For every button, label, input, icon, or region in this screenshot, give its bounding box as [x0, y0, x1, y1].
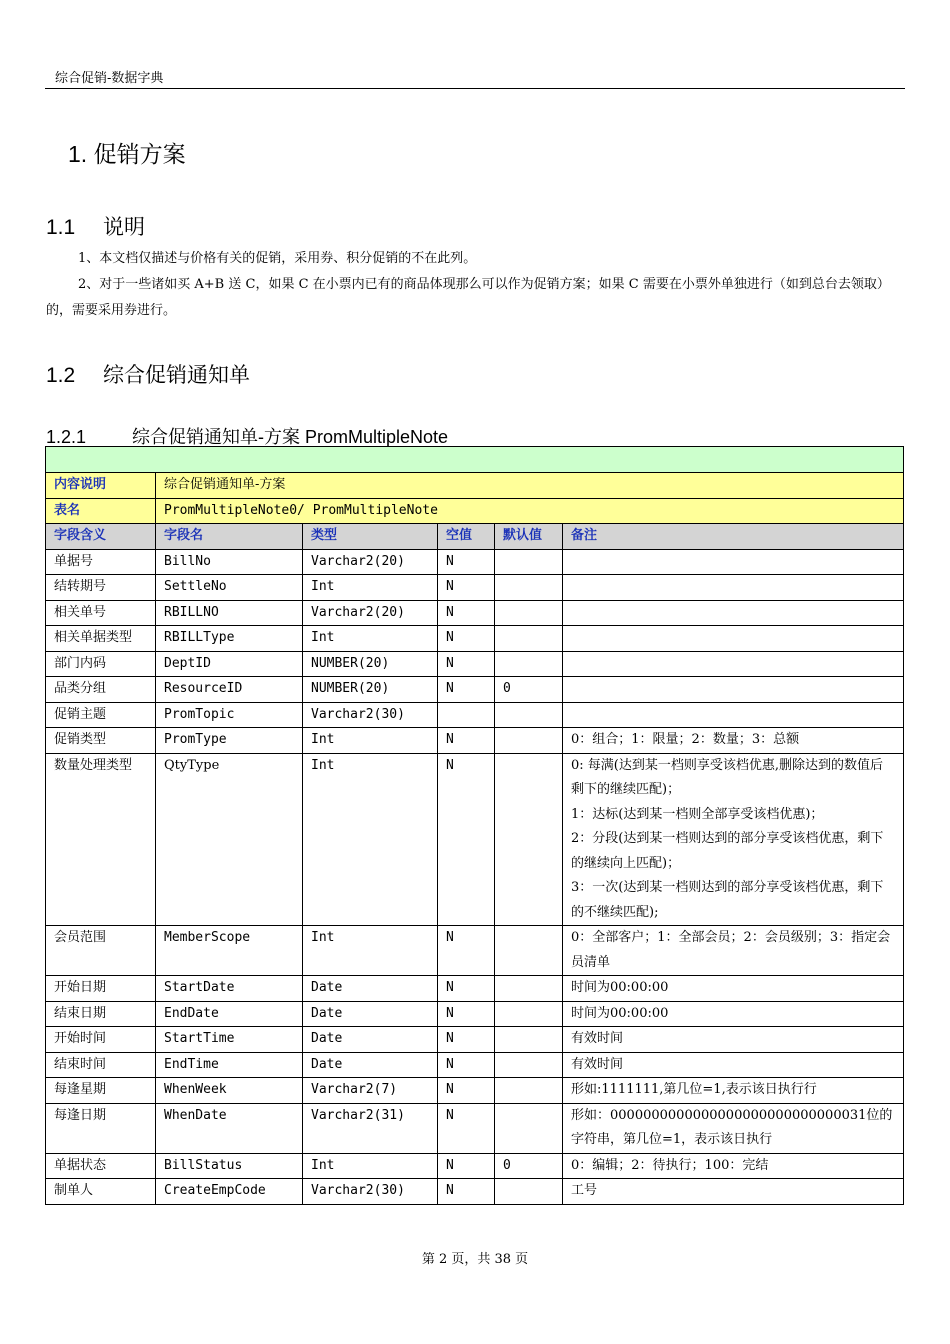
- field-default-cell: [495, 1078, 563, 1104]
- field-name-cell: BillStatus: [156, 1153, 303, 1179]
- field-meaning-cell: 数量处理类型: [46, 753, 156, 926]
- field-default-cell: [495, 1103, 563, 1153]
- table-row: [46, 1027, 904, 1053]
- field-nullable-cell: N: [438, 1001, 495, 1027]
- field-default-cell: [495, 549, 563, 575]
- field-name-cell: MemberScope: [156, 926, 303, 976]
- field-nullable-cell: N: [438, 976, 495, 1002]
- data-dictionary-table: [45, 446, 904, 1205]
- table-row: [46, 1179, 904, 1205]
- field-nullable-cell: [438, 702, 495, 728]
- field-remark-cell: 时间为00:00:00: [563, 1001, 904, 1027]
- field-default-cell: 0: [495, 677, 563, 703]
- field-type-cell: Int: [303, 728, 438, 754]
- table-row: [46, 575, 904, 601]
- field-remark-cell: 时间为00:00:00: [563, 976, 904, 1002]
- field-default-cell: [495, 626, 563, 652]
- field-meaning-cell: 结束时间: [46, 1052, 156, 1078]
- field-remark-cell: [563, 702, 904, 728]
- field-meaning-cell: 结束日期: [46, 1001, 156, 1027]
- field-type-cell: Date: [303, 1001, 438, 1027]
- field-type-cell: Varchar2(20): [303, 600, 438, 626]
- column-header: 空值: [438, 524, 495, 550]
- field-remark-cell: [563, 626, 904, 652]
- column-header: 默认值: [495, 524, 563, 550]
- column-header-row: [46, 524, 904, 550]
- field-meaning-cell: 开始日期: [46, 976, 156, 1002]
- table-row: [46, 1153, 904, 1179]
- field-default-cell: [495, 702, 563, 728]
- field-meaning-cell: 每逢日期: [46, 1103, 156, 1153]
- table-row: [46, 976, 904, 1002]
- content-value: 综合促销通知单-方案: [156, 473, 904, 499]
- table-row: [46, 728, 904, 754]
- field-meaning-cell: 促销类型: [46, 728, 156, 754]
- field-name-cell: QtyType: [156, 753, 303, 926]
- field-name-cell: EndTime: [156, 1052, 303, 1078]
- field-type-cell: Varchar2(30): [303, 702, 438, 728]
- field-default-cell: [495, 1179, 563, 1205]
- field-nullable-cell: N: [438, 626, 495, 652]
- field-name-cell: CreateEmpCode: [156, 1179, 303, 1205]
- table-row: [46, 1001, 904, 1027]
- table-row: [46, 677, 904, 703]
- field-meaning-cell: 结转期号: [46, 575, 156, 601]
- field-name-cell: PromTopic: [156, 702, 303, 728]
- field-type-cell: NUMBER(20): [303, 651, 438, 677]
- field-nullable-cell: N: [438, 1052, 495, 1078]
- field-name-cell: WhenDate: [156, 1103, 303, 1153]
- field-type-cell: Varchar2(31): [303, 1103, 438, 1153]
- header-divider: [45, 88, 905, 89]
- field-default-cell: [495, 728, 563, 754]
- field-nullable-cell: N: [438, 549, 495, 575]
- paragraph-2-text: 2、对于一些诸如买 A+B 送 C，如果 C 在小票内已有的商品体现那么可以作为促销方案；如果 C 需要在小票外单独进行（如到总台去领取）的，需要采用券进行。: [46, 277, 890, 318]
- section-title: 说明: [103, 216, 145, 239]
- table-row: [46, 702, 904, 728]
- field-default-cell: 0: [495, 1153, 563, 1179]
- table-row: [46, 1078, 904, 1104]
- field-type-cell: Int: [303, 626, 438, 652]
- table-row: [46, 926, 904, 976]
- column-header: 备注: [563, 524, 904, 550]
- field-default-cell: [495, 651, 563, 677]
- field-default-cell: [495, 600, 563, 626]
- field-nullable-cell: N: [438, 1027, 495, 1053]
- field-meaning-cell: 相关单号: [46, 600, 156, 626]
- field-name-cell: PromType: [156, 728, 303, 754]
- field-type-cell: Varchar2(30): [303, 1179, 438, 1205]
- table-row: [46, 651, 904, 677]
- field-remark-cell: 形如:1111111,第几位=1,表示该日执行行: [563, 1078, 904, 1104]
- field-meaning-cell: 每逢星期: [46, 1078, 156, 1104]
- field-type-cell: Int: [303, 926, 438, 976]
- field-nullable-cell: N: [438, 600, 495, 626]
- field-type-cell: Int: [303, 1153, 438, 1179]
- field-remark-cell: [563, 651, 904, 677]
- field-name-cell: ResourceID: [156, 677, 303, 703]
- heading-1: 1. 促销方案: [68, 141, 186, 167]
- field-type-cell: Varchar2(20): [303, 549, 438, 575]
- field-remark-cell: 0：全部客户；1：全部会员；2：会员级别；3：指定会员清单: [563, 926, 904, 976]
- field-type-cell: Varchar2(7): [303, 1078, 438, 1104]
- field-name-cell: EndDate: [156, 1001, 303, 1027]
- field-nullable-cell: N: [438, 1153, 495, 1179]
- field-remark-cell: [563, 549, 904, 575]
- field-default-cell: [495, 1052, 563, 1078]
- field-remark-cell: [563, 600, 904, 626]
- field-nullable-cell: N: [438, 677, 495, 703]
- column-header: 字段名: [156, 524, 303, 550]
- field-default-cell: [495, 753, 563, 926]
- field-meaning-cell: 制单人: [46, 1179, 156, 1205]
- tablename-row: [46, 498, 904, 524]
- field-nullable-cell: N: [438, 651, 495, 677]
- field-nullable-cell: N: [438, 753, 495, 926]
- field-meaning-cell: 开始时间: [46, 1027, 156, 1053]
- field-meaning-cell: 促销主题: [46, 702, 156, 728]
- section-title: 综合促销通知单-方案 PromMultipleNote: [132, 427, 449, 447]
- table-row: [46, 1103, 904, 1153]
- field-remark-cell: 有效时间: [563, 1027, 904, 1053]
- table-row: [46, 753, 904, 926]
- field-type-cell: Date: [303, 976, 438, 1002]
- field-remark-cell: [563, 575, 904, 601]
- field-meaning-cell: 单据状态: [46, 1153, 156, 1179]
- field-default-cell: [495, 1001, 563, 1027]
- field-nullable-cell: N: [438, 1078, 495, 1104]
- tablename-value: PromMultipleNote0/ PromMultipleNote: [156, 498, 904, 524]
- field-default-cell: [495, 976, 563, 1002]
- field-name-cell: WhenWeek: [156, 1078, 303, 1104]
- field-meaning-cell: 相关单据类型: [46, 626, 156, 652]
- field-name-cell: SettleNo: [156, 575, 303, 601]
- field-type-cell: Int: [303, 753, 438, 926]
- field-nullable-cell: N: [438, 1179, 495, 1205]
- field-name-cell: RBILLType: [156, 626, 303, 652]
- field-nullable-cell: N: [438, 1103, 495, 1153]
- field-name-cell: StartDate: [156, 976, 303, 1002]
- field-nullable-cell: N: [438, 575, 495, 601]
- table-row: [46, 626, 904, 652]
- field-type-cell: NUMBER(20): [303, 677, 438, 703]
- section-title: 综合促销通知单: [103, 364, 250, 387]
- field-meaning-cell: 会员范围: [46, 926, 156, 976]
- field-default-cell: [495, 926, 563, 976]
- table-row: [46, 1052, 904, 1078]
- paragraph-1-text: 1、本文档仅描述与价格有关的促销，采用券、积分促销的不在此列。: [78, 251, 477, 266]
- paragraph-1: [46, 246, 906, 272]
- field-remark-cell: 0: 每满(达到某一档则享受该档优惠,删除达到的数值后剩下的继续匹配)； 1：达标(达到某一档则全部享受该档优惠)； 2：分段(达到某一档则达到的部分享受该档优惠，剩下的继续向上匹配)； 3：一次(达到某一档则达到的部分享受该档优惠，剩下的不继续匹配);: [563, 753, 904, 926]
- content-label: 内容说明: [46, 473, 156, 499]
- field-meaning-cell: 部门内码: [46, 651, 156, 677]
- field-type-cell: Date: [303, 1027, 438, 1053]
- field-default-cell: [495, 575, 563, 601]
- table-row: [46, 600, 904, 626]
- field-nullable-cell: N: [438, 728, 495, 754]
- column-header: 类型: [303, 524, 438, 550]
- page-header-title: 综合促销-数据字典: [55, 71, 164, 86]
- heading-1-1: [46, 211, 145, 241]
- field-type-cell: Date: [303, 1052, 438, 1078]
- column-header: 字段含义: [46, 524, 156, 550]
- field-nullable-cell: N: [438, 926, 495, 976]
- field-remark-cell: 工号: [563, 1179, 904, 1205]
- heading-1-2: [46, 359, 250, 389]
- table-row: [46, 549, 904, 575]
- field-meaning-cell: 品类分组: [46, 677, 156, 703]
- section-number: 1.2.1: [46, 427, 87, 447]
- field-remark-cell: 有效时间: [563, 1052, 904, 1078]
- field-remark-cell: 形如：0000000000000000000000000000031位的字符串，第几位=1，表示该日执行: [563, 1103, 904, 1153]
- table-top-band: [46, 447, 904, 473]
- page-footer: 第 2 页，共 38 页: [421, 1252, 529, 1267]
- field-name-cell: BillNo: [156, 549, 303, 575]
- field-default-cell: [495, 1027, 563, 1053]
- field-meaning-cell: 单据号: [46, 549, 156, 575]
- paragraph-2: [46, 272, 906, 324]
- field-type-cell: Int: [303, 575, 438, 601]
- field-name-cell: RBILLNO: [156, 600, 303, 626]
- field-name-cell: StartTime: [156, 1027, 303, 1053]
- section-number: 1.1: [46, 216, 76, 239]
- field-remark-cell: [563, 677, 904, 703]
- content-row: [46, 473, 904, 499]
- field-name-cell: DeptID: [156, 651, 303, 677]
- field-remark-cell: 0：组合；1：限量；2：数量；3：总额: [563, 728, 904, 754]
- field-remark-cell: 0：编辑；2：待执行；100：完结: [563, 1153, 904, 1179]
- section-number: 1.2: [46, 364, 76, 387]
- tablename-label: 表名: [46, 498, 156, 524]
